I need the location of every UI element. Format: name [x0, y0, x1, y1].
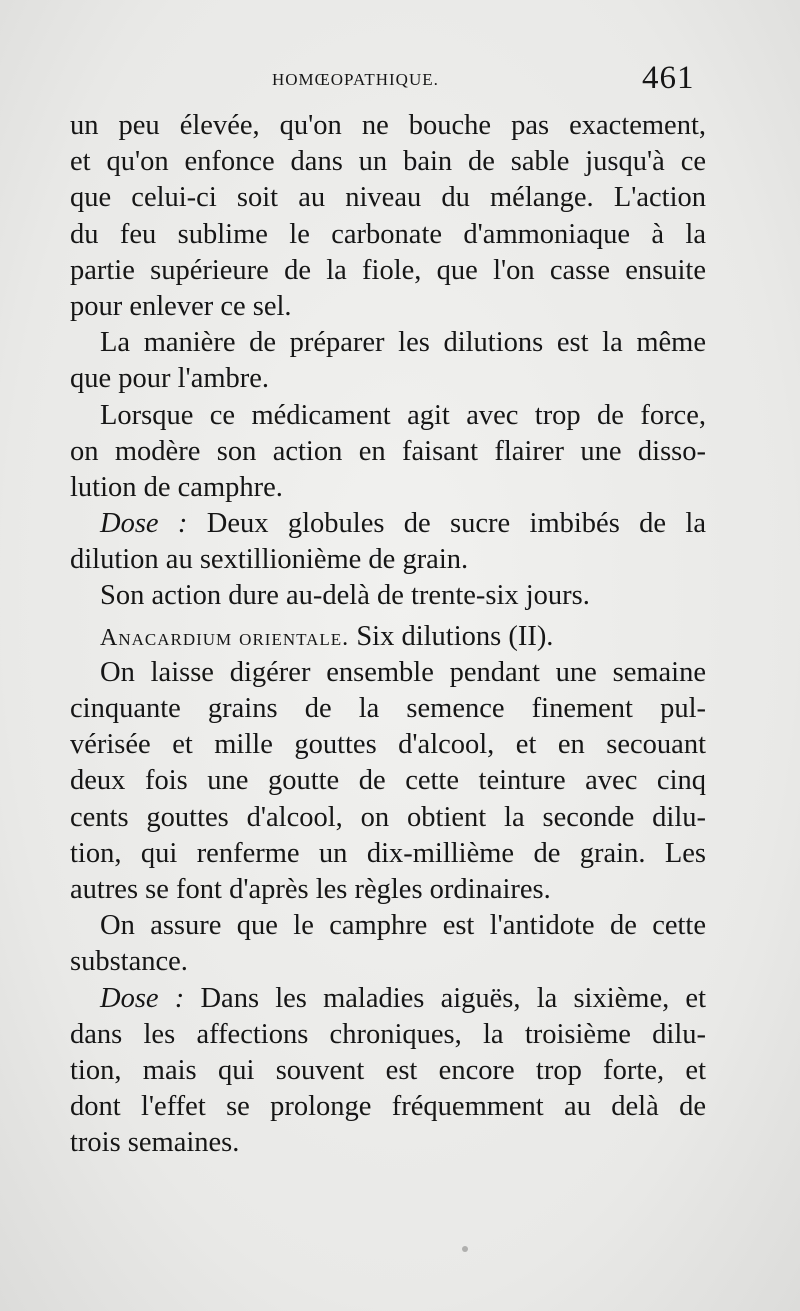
running-head: [0, 60, 800, 100]
text-line: On laisse digérer ensemble pendant une semaine: [100, 656, 706, 688]
text-line: La manière de préparer les dilutions est la même: [100, 327, 706, 359]
paragraph: [70, 325, 706, 397]
text-line: [70, 619, 706, 655]
dose-label: Dose :: [100, 508, 188, 540]
page-number: 461: [642, 60, 695, 96]
paragraph: [70, 578, 706, 614]
text-line: vérisée et mille gouttes d'alcool, et en secouant: [70, 729, 706, 761]
text-line: cinquante grains de la semence finement pul-: [70, 693, 706, 724]
text-line: partie supérieure de la fiole, que l'on casse ensuite: [70, 254, 706, 286]
text-line: et qu'on enfonce dans un bain de sable jusqu'à ce: [70, 146, 706, 178]
running-title: HOMŒOPATHIQUE.: [272, 70, 439, 89]
text-line: dilution au sextillionième de grain.: [70, 544, 469, 576]
text-line: du feu sublime le carbonate d'ammoniaque à la: [70, 218, 706, 250]
text-line: cents gouttes d'alcool, on obtient la seconde dilu-: [70, 801, 706, 833]
text-line: trois semaines.: [70, 1127, 240, 1159]
text-line: on modère son action en faisant flairer une disso-: [70, 435, 706, 467]
text-line: que celui-ci soit au niveau du mélange. L'action: [70, 182, 706, 214]
body-text: [70, 108, 706, 1161]
text-line: substance.: [70, 946, 188, 978]
paragraph: [70, 108, 706, 325]
text-line: que pour l'ambre.: [70, 363, 270, 395]
paragraph: [70, 981, 706, 1162]
text-line: tion, mais qui souvent est encore trop forte, et: [70, 1054, 706, 1086]
text-line: Lorsque ce médicament agit avec trop de force,: [100, 399, 706, 431]
text-line: [70, 506, 706, 542]
text-line: pour enlever ce sel.: [70, 290, 292, 322]
paragraph: [70, 655, 706, 908]
text-line: dont l'effet se prolonge fréquemment au delà de: [70, 1091, 706, 1123]
text-line: dans les affections chroniques, la troisième dilu-: [70, 1018, 706, 1050]
text-line: On assure que le camphre est l'antidote de cette: [100, 910, 706, 942]
text-line: lution de camphre.: [70, 471, 283, 503]
text-span: Six dilutions (II).: [349, 620, 554, 652]
paragraph: [70, 506, 706, 578]
text-line: un peu élevée, qu'on ne bouche pas exactement,: [70, 110, 706, 141]
text-span: Dans les maladies aiguës, la sixième, et: [184, 982, 706, 1014]
ink-speck: [462, 1246, 468, 1252]
paragraph: [70, 908, 706, 980]
text-line: Son action dure au-delà de trente-six jours.: [100, 580, 590, 612]
paragraph: [70, 619, 706, 655]
text-span: Deux globules de sucre imbibés de la: [187, 508, 706, 540]
remedy-heading: Anacardium orientale.: [100, 624, 350, 651]
text-line: autres se font d'après les règles ordinaires.: [70, 873, 551, 905]
text-line: [70, 981, 706, 1017]
paragraph: [70, 398, 706, 507]
text-line: deux fois une goutte de cette teinture avec cinq: [70, 765, 706, 797]
dose-label: Dose :: [100, 982, 185, 1014]
text-line: tion, qui renferme un dix-millième de grain. Les: [70, 837, 706, 869]
